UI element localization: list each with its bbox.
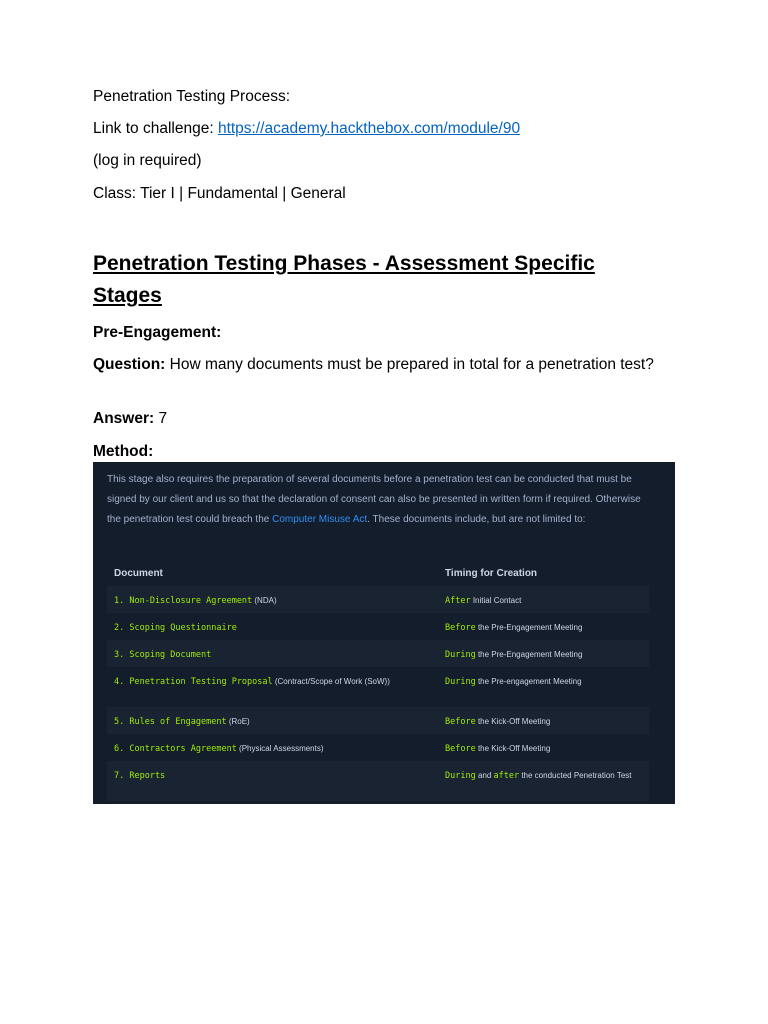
table-row	[107, 613, 649, 640]
challenge-link-line	[93, 120, 520, 138]
table-row	[107, 667, 649, 707]
method-label: Method:	[93, 443, 154, 460]
question-text: How many documents must be prepared in total for a penetration test?	[165, 356, 654, 373]
row-timing: After Initial Contact	[445, 596, 522, 606]
class-line: Class: Tier I | Fundamental | General	[93, 185, 346, 202]
answer-label: Answer:	[93, 410, 155, 427]
row-document: 7. Reports	[114, 771, 166, 781]
section-heading: Penetration Testing Phases - Assessment Specific Stages	[93, 252, 595, 307]
row-document: 6. Contractors Agreement (Physical Assessments)	[114, 744, 324, 754]
table-row	[107, 761, 649, 801]
login-note: (log in required)	[93, 152, 202, 169]
subheading-pre-engagement: Pre-Engagement:	[93, 324, 222, 341]
table-row	[107, 640, 649, 667]
row-timing: During and after the conducted Penetration Test	[445, 771, 632, 781]
embedded-screenshot	[93, 462, 675, 804]
row-timing: Before the Pre-Engagement Meeting	[445, 623, 583, 633]
challenge-link-label: Link to challenge:	[93, 120, 218, 137]
row-timing: During the Pre-Engagement Meeting	[445, 650, 583, 660]
row-document: 4. Penetration Testing Proposal (Contract/Scope of Work (SoW))	[114, 677, 390, 687]
answer	[93, 408, 673, 430]
table-row	[107, 586, 649, 613]
computer-misuse-act-link[interactable]: Computer Misuse Act	[272, 514, 368, 525]
intro-text-1: This stage also requires the preparation of several documents before a penetration test can be conducted that must be signed by our client and us so that the declaration of consent can also be presented in written form if required. Otherwise the penetration test could breach the	[107, 474, 641, 525]
screenshot-intro	[107, 470, 652, 530]
table-header	[107, 560, 649, 586]
row-document: 5. Rules of Engagement (RoE)	[114, 717, 250, 727]
process-title: Penetration Testing Process:	[93, 88, 291, 105]
question	[93, 354, 673, 376]
intro-text-2: . These documents include, but are not limited to:	[367, 514, 586, 525]
table-row	[107, 734, 649, 761]
header-timing: Timing for Creation	[445, 568, 538, 579]
row-timing: Before the Kick-Off Meeting	[445, 744, 551, 754]
challenge-link[interactable]: https://academy.hackthebox.com/module/90	[217, 120, 521, 137]
row-document: 2. Scoping Questionnaire	[114, 623, 237, 633]
documents-table	[107, 560, 649, 801]
table-row	[107, 707, 649, 734]
row-timing: During the Pre-engagement Meeting	[445, 677, 582, 687]
row-document: 3. Scoping Document	[114, 650, 212, 660]
answer-text: 7	[154, 410, 168, 427]
question-label: Question:	[93, 356, 166, 373]
header-document: Document	[114, 568, 163, 579]
row-timing: Before the Kick-Off Meeting	[445, 717, 551, 727]
row-document: 1. Non-Disclosure Agreement (NDA)	[114, 596, 277, 606]
